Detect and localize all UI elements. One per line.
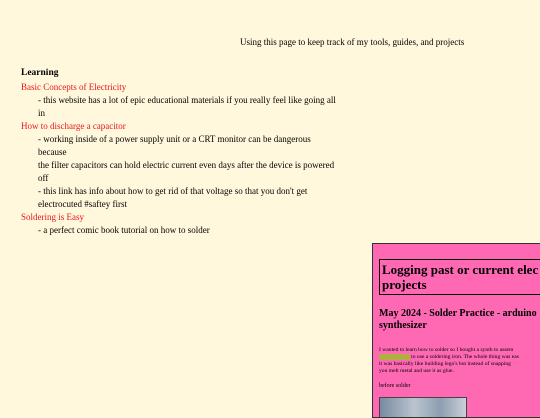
project-photo <box>379 397 467 418</box>
project-entry-text: I wanted to learn how to solder so I bought a synth to assem xxxxxxxxxxx to use a soldering iron. The whole thing was eas it was basically like building lego's but instead of snapping you melt metal and use it as glue. <box>379 347 519 374</box>
photo-caption: before solder <box>379 383 411 389</box>
link-soldering-is-easy[interactable]: Soldering is Easy <box>21 212 84 222</box>
learning-section <box>21 67 336 237</box>
link-note: - a perfect comic book tutorial on how to solder <box>38 225 210 235</box>
projects-title: Logging past or current elec projects <box>379 259 540 295</box>
projects-panel[interactable] <box>372 243 540 418</box>
project-entry-title: May 2024 - Solder Practice - arduino synthesizer <box>379 308 537 331</box>
link-discharge-capacitor[interactable]: How to discharge a capacitor <box>21 121 126 131</box>
learning-heading: Learning <box>21 68 59 78</box>
link-basic-concepts-electricity[interactable]: Basic Concepts of Electricity <box>21 82 127 92</box>
link-note: - working inside of a power supply unit or a CRT monitor can be dangerous because the filter capacitors can hold electric current even days after the device is powered off - this link has info about how to get rid of that voltage so that you don't get electrocuted #saftey first <box>38 134 335 209</box>
page-tagline: Using this page to keep track of my tools, guides, and projects <box>240 37 465 47</box>
link-note: - this website has a lot of epic educational materials if you really feel like going all in <box>38 95 336 118</box>
highlighted-link[interactable]: xxxxxxxxxxx <box>379 354 410 360</box>
